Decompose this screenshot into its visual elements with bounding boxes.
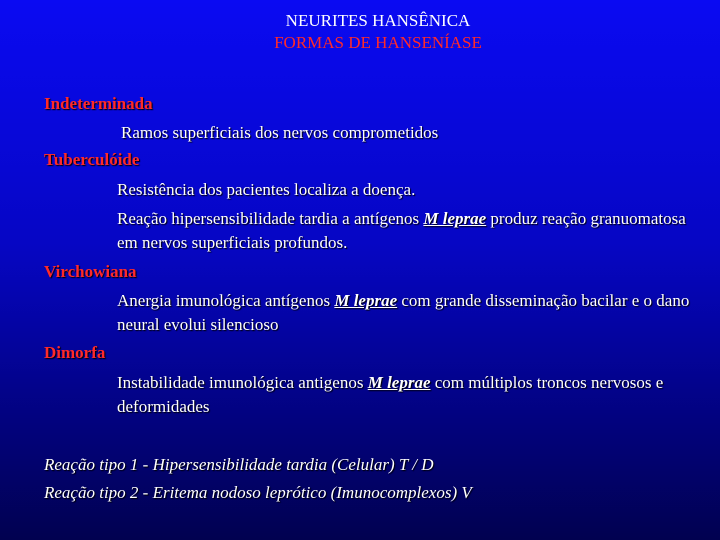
text-virchowiana-pre: Anergia imunológica antígenos bbox=[117, 291, 335, 310]
text-tuberculoide-2-post: produz reação granuomatosa em nervos superficiais profundos. bbox=[117, 209, 686, 252]
species-name: M leprae bbox=[334, 291, 398, 310]
heading-dimorfa: Dimorfa bbox=[44, 343, 106, 362]
text-indeterminada: Ramos superficiais dos nervos comprometidos bbox=[121, 123, 439, 142]
heading-tuberculoide: Tuberculóide bbox=[44, 150, 140, 169]
text-dimorfa-post: com múltiplos troncos nervosos e deformidades bbox=[117, 373, 664, 416]
text-tuberculoide-1: Resistência dos pacientes localiza a doença. bbox=[117, 180, 416, 199]
text-tuberculoide-2-pre: Reação hipersensibilidade tardia a antígenos bbox=[117, 209, 424, 228]
text-tuberculoide-2 bbox=[117, 207, 697, 255]
species-name: M leprae bbox=[423, 209, 487, 228]
text-virchowiana-post: com grande disseminação bacilar e o dano neural evolui silencioso bbox=[117, 291, 690, 334]
title-line-2: FORMAS DE HANSENÍASE bbox=[274, 33, 482, 52]
slide-title bbox=[0, 10, 720, 54]
text-virchowiana bbox=[117, 289, 697, 337]
species-name: M leprae bbox=[367, 373, 431, 392]
heading-indeterminada: Indeterminada bbox=[44, 94, 153, 113]
text-dimorfa-pre: Instabilidade imunológica antigenos bbox=[117, 373, 368, 392]
text-dimorfa bbox=[117, 371, 697, 419]
reaction-type-1: Reação tipo 1 - Hipersensibilidade tardia (Celular) T / D bbox=[44, 455, 434, 474]
reaction-type-2: Reação tipo 2 - Eritema nodoso leprótico (Imunocomplexos) V bbox=[44, 483, 472, 502]
heading-virchowiana: Virchowiana bbox=[44, 262, 137, 281]
title-line-1: NEURITES HANSÊNICA bbox=[285, 11, 471, 30]
